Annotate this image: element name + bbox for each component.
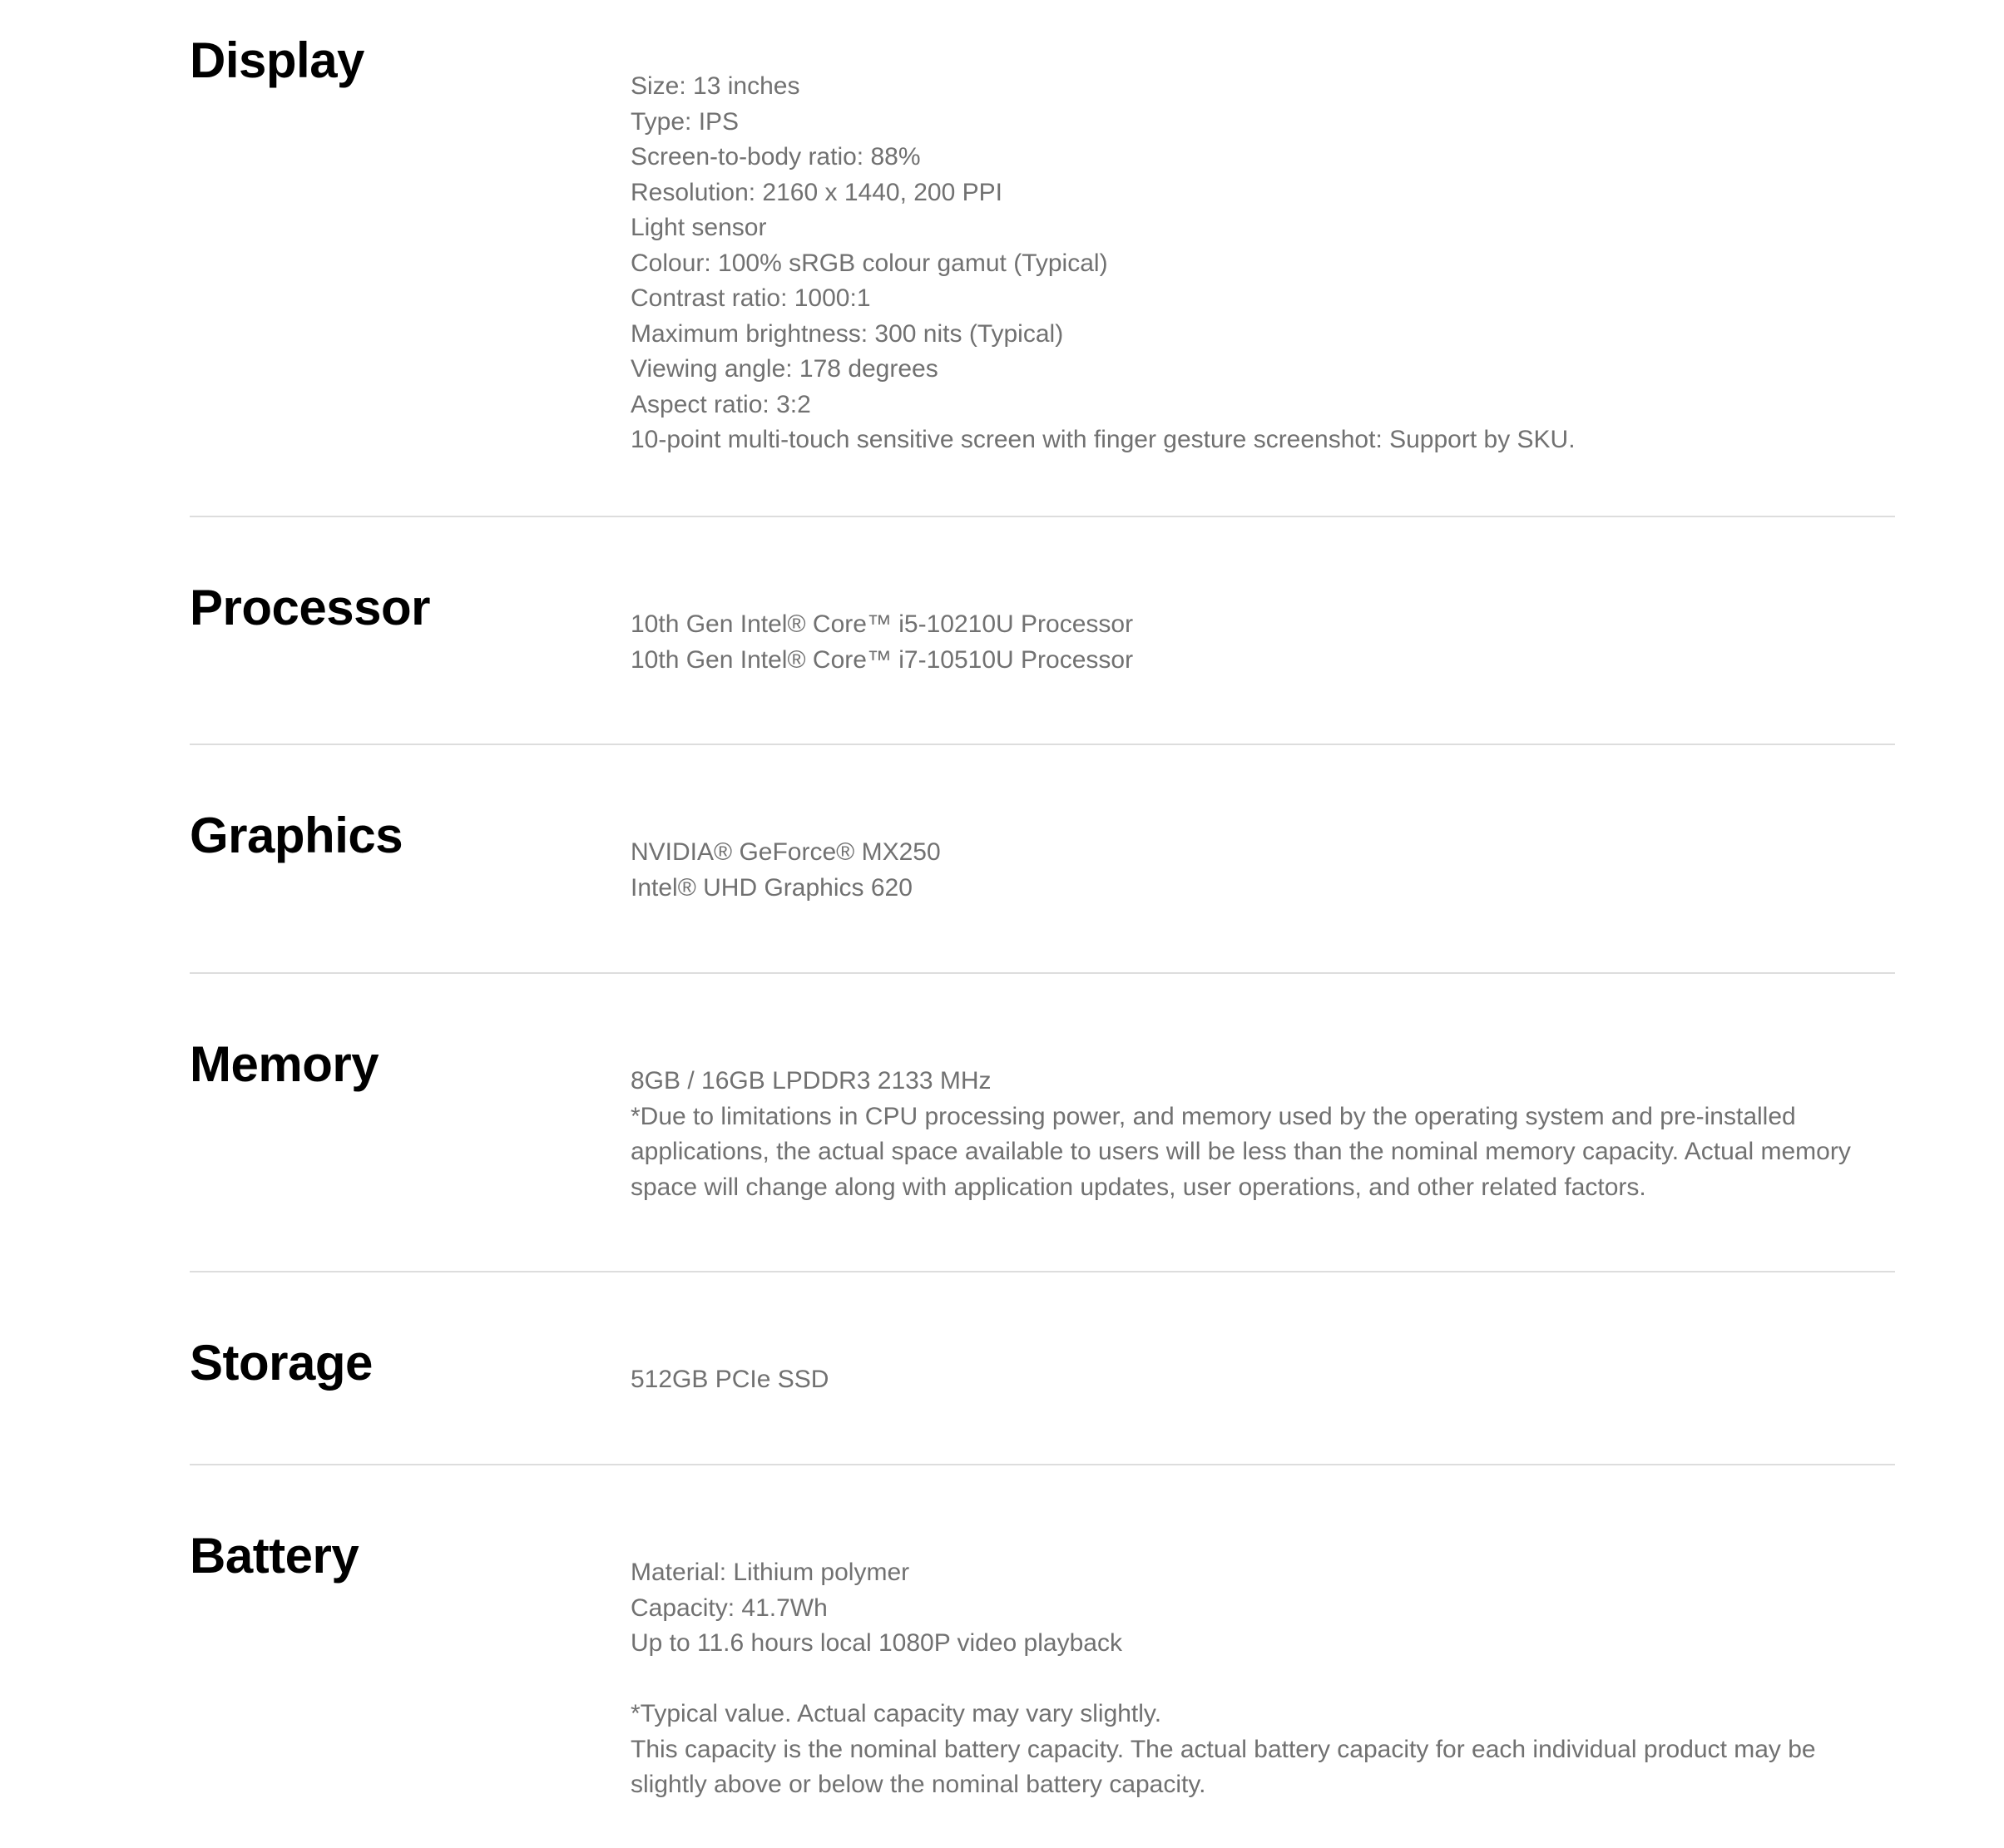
spec-section-storage	[190, 1272, 1895, 1465]
spec-note: This capacity is the nominal battery capacity. The actual battery capacity for each individual product may be slightly above or below the nominal battery capacity.	[631, 1735, 1816, 1798]
spec-line: Material: Lithium polymer	[631, 1559, 910, 1586]
spec-line: Aspect ratio: 3:2	[631, 390, 811, 418]
spec-line: NVIDIA® GeForce® MX250	[631, 838, 941, 866]
specs-list	[190, 0, 1895, 1848]
section-title-processor: Processor	[190, 580, 430, 635]
spec-line: Type: IPS	[631, 107, 740, 136]
section-title-graphics: Graphics	[190, 808, 403, 863]
spec-lines-battery	[631, 1555, 1878, 1803]
spec-line: 512GB PCIe SSD	[631, 1366, 829, 1393]
spec-section-graphics	[190, 745, 1895, 974]
spec-lines-storage	[631, 1362, 1878, 1398]
spec-section-processor	[190, 517, 1895, 745]
spec-line: Contrast ratio: 1000:1	[631, 284, 871, 312]
section-title-display: Display	[190, 32, 364, 88]
spec-section-memory	[190, 974, 1895, 1272]
section-title-storage: Storage	[190, 1335, 373, 1391]
spec-line: Up to 11.6 hours local 1080P video playback	[631, 1629, 1122, 1657]
spec-line: 10th Gen Intel® Core™ i7-10510U Processor	[631, 645, 1134, 674]
spec-lines-memory	[631, 1064, 1878, 1205]
spec-lines-display	[631, 69, 1878, 458]
spec-line: 10-point multi-touch sensitive screen with finger gesture screenshot: Support by SKU.	[631, 426, 1576, 453]
spec-line: Light sensor	[631, 214, 767, 241]
spec-lines-graphics	[631, 835, 1878, 906]
spec-line: Resolution: 2160 x 1440, 200 PPI	[631, 178, 1002, 206]
spec-line: Colour: 100% sRGB colour gamut (Typical)	[631, 249, 1108, 277]
spec-lines-processor	[631, 607, 1878, 678]
spec-note: *Typical value. Actual capacity may vary slightly.	[631, 1700, 1162, 1727]
spec-line: 8GB / 16GB LPDDR3 2133 MHz	[631, 1067, 992, 1094]
spec-line: Maximum brightness: 300 nits (Typical)	[631, 319, 1064, 348]
section-title-battery: Battery	[190, 1528, 359, 1584]
spec-line: Capacity: 41.7Wh	[631, 1594, 828, 1622]
spec-line: Intel® UHD Graphics 620	[631, 873, 913, 902]
spec-line: 10th Gen Intel® Core™ i5-10210U Processor	[631, 610, 1134, 638]
spacer	[631, 1662, 1878, 1697]
spec-section-battery	[190, 1465, 1895, 1848]
spec-section-display	[190, 0, 1895, 517]
spec-line: Screen-to-body ratio: 88%	[631, 143, 921, 170]
spec-line: Size: 13 inches	[631, 72, 800, 100]
spec-note: *Due to limitations in CPU processing power, and memory used by the operating system and pre-installed applications, the actual space available to users will be less than the nominal memory capacity. Actual memory space will change along with application updates, user operations, and other related factors.	[631, 1102, 1851, 1201]
section-title-memory: Memory	[190, 1036, 379, 1092]
spec-line: Viewing angle: 178 degrees	[631, 355, 938, 383]
